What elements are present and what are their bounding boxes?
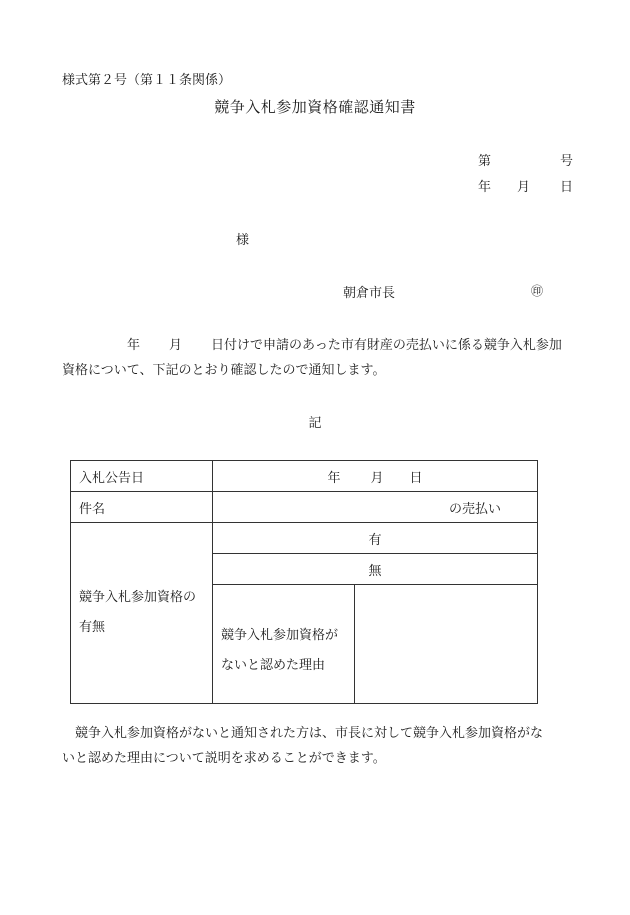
notice-date-month: 月 [370, 470, 384, 486]
number-prefix: 第 [478, 154, 492, 169]
option-no[interactable]: 無 [213, 554, 538, 585]
body-month: 月 [169, 338, 183, 353]
notice-date-day: 日 [409, 470, 423, 486]
date-month: 月 [517, 180, 531, 195]
reason-field[interactable] [355, 585, 538, 704]
notice-date-field[interactable] [213, 461, 538, 492]
row-label-notice-date: 入札公告日 [71, 461, 213, 492]
reason-label-line-2: ないと認めた理由 [221, 658, 326, 673]
notice-body [62, 334, 582, 378]
qualification-label-line-2: 有無 [79, 620, 106, 635]
document-title: 競争入札参加資格確認通知書 [214, 98, 416, 116]
notice-date-year: 年 [327, 470, 341, 486]
info-table [70, 460, 538, 704]
issuer-name: 朝倉市長 [343, 286, 396, 301]
table-row [71, 461, 538, 492]
table-row [71, 523, 538, 554]
reason-label-line-1: 競争入札参加資格が [221, 628, 339, 643]
addressee-suffix: 様 [236, 233, 250, 248]
option-yes[interactable]: 有 [213, 523, 538, 554]
row-label-qualification [71, 523, 213, 704]
notice-body-line-1 [62, 334, 582, 353]
qualification-label-line-1: 競争入札参加資格の [79, 590, 197, 605]
footer-line-1: 競争入札参加資格がないと通知された方は、市長に対して競争入札参加資格がな [75, 726, 544, 741]
footer-line-2: いと認めた理由について説明を求めることができます。 [62, 751, 386, 766]
footer-note [62, 722, 582, 766]
date-year: 年 [478, 180, 492, 195]
ki-heading: 記 [308, 416, 322, 431]
row-label-subject: 件名 [71, 492, 213, 523]
form-number: 様式第２号（第１１条関係） [62, 73, 232, 88]
subject-field[interactable] [213, 492, 538, 523]
date-day: 日 [560, 180, 574, 195]
number-suffix: 号 [560, 154, 574, 169]
subject-suffix: の売払い [449, 501, 502, 517]
seal-mark: ㊞ [531, 284, 544, 298]
table-row [71, 492, 538, 523]
reason-label [213, 585, 355, 704]
notice-body-line-2: 資格について、下記のとおり確認したので通知します。 [62, 363, 386, 378]
body-year: 年 [127, 338, 141, 353]
body-line1-text: 日付けで申請のあった市有財産の売払いに係る競争入札参加 [211, 338, 562, 353]
